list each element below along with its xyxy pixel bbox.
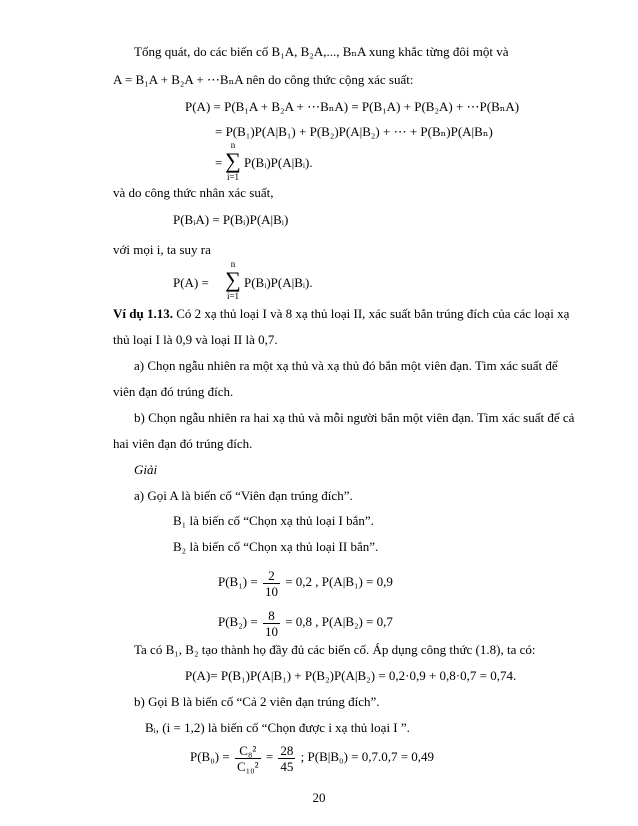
solution-a-define-b1: B₁ là biến cố “Chọn xạ thủ loại I bắn”.: [173, 513, 374, 528]
formula-total-prob-final: P(Bᵢ)P(A|Bᵢ).: [244, 275, 313, 290]
example-paragraph: [113, 306, 569, 322]
formula-total-prob-3: P(Bᵢ)P(A|Bᵢ).: [244, 155, 313, 170]
para-deduce: với mọi i, ta suy ra: [113, 242, 211, 257]
solution-heading: Giải: [134, 462, 158, 477]
formula-a-decomposition: A = B₁A + B₂A + ⋯BₙA nên do công thức cộng xác suất:: [113, 72, 414, 87]
formula-solution-a: P(A)= P(B₁)P(A|B₁) + P(B₂)P(A|B₂) = 0,2·0,9 + 0,8·0,7 = 0,74.: [185, 668, 517, 683]
formula-total-prob-3-eq: =: [215, 155, 223, 170]
formula-p-b1: P(B₁) = $\frac{2}{10}$ = 0,2 , P(A|B₁) = 0,9: [218, 567, 393, 599]
solution-a-define-a: a) Gọi A là biến cố “Viên đạn trúng đích”.: [134, 488, 353, 503]
solution-a-define-b2: B₂ là biến cố “Chọn xạ thủ loại II bắn”.: [173, 539, 379, 554]
question-a-cont: viên đạn đó trúng đích.: [113, 384, 234, 399]
formula-total-prob-1: P(A) = P(B₁A + B₂A + ⋯BₙA) = P(B₁A) + P(B₂A) + ⋯P(BₙA): [185, 99, 520, 114]
fraction-8-10: $\frac{8}{10}$: [264, 607, 278, 639]
fraction-2-10: $\frac{2}{10}$: [264, 567, 278, 599]
formula-p-b0: P(B₀) = $\frac{\text{C₈²}}{\text{C₁₀²}}$ = $\frac{28}{45}$ ; P(B|B₀) = 0,7.0,7 = 0,49: [190, 742, 435, 774]
example-text: Có 2 xạ thủ loại I và 8 xạ thủ loại II, xác suất bắn trúng đích của các loại xạ: [172, 306, 570, 321]
formula-total-prob-final-lhs: P(A) =: [173, 275, 209, 290]
formula-p-b2: P(B₂) = $\frac{8}{10}$ = 0,8 , P(A|B₂) = 0,7: [218, 607, 393, 639]
page-number: 20: [312, 790, 326, 805]
summation-symbol-2: n ∑ i=1: [225, 259, 241, 301]
question-a: a) Chọn ngẫu nhiên ra một xạ thủ và xạ thủ đó bắn một viên đạn. Tìm xác suất để: [134, 358, 558, 373]
question-b-cont: hai viên đạn đó trúng đích.: [113, 436, 253, 451]
fraction-28-45: $\frac{28}{45}$: [280, 742, 294, 774]
formula-multiplication: P(BᵢA) = P(Bᵢ)P(A|Bᵢ): [173, 212, 289, 227]
fraction-c82-c102: $\frac{\text{C₈²}}{\text{C₁₀²}}$: [236, 742, 259, 774]
example-text-2: thủ loại I là 0,9 và loại II là 0,7.: [113, 332, 278, 347]
solution-b-define-bi: Bᵢ, (i = 1,2) là biến cố “Chọn được i xạ thủ loại I ”.: [145, 720, 410, 735]
example-title: Ví dụ 1.13.: [113, 306, 173, 321]
para-general: Tổng quát, do các biến cố B₁A, B₂A,..., BₙA xung khắc từng đôi một và: [134, 44, 509, 59]
solution-a-complete-family: Ta có B₁, B₂ tạo thành họ đầy đủ các biến cố. Áp dụng công thức (1.8), ta có:: [134, 642, 536, 657]
summation-symbol: n ∑ i=1: [225, 140, 241, 182]
formula-total-prob-2: = P(B₁)P(A|B₁) + P(B₂)P(A|B₂) + ⋯ + P(Bₙ)P(A|Bₙ): [215, 124, 493, 139]
para-multiplication: và do công thức nhân xác suất,: [113, 185, 274, 200]
question-b: b) Chọn ngẫu nhiên ra hai xạ thủ và mỗi người bắn một viên đạn. Tìm xác suất để cả: [134, 410, 575, 425]
solution-b-define-b: b) Gọi B là biến cố “Cả 2 viên đạn trúng đích”.: [134, 694, 380, 709]
